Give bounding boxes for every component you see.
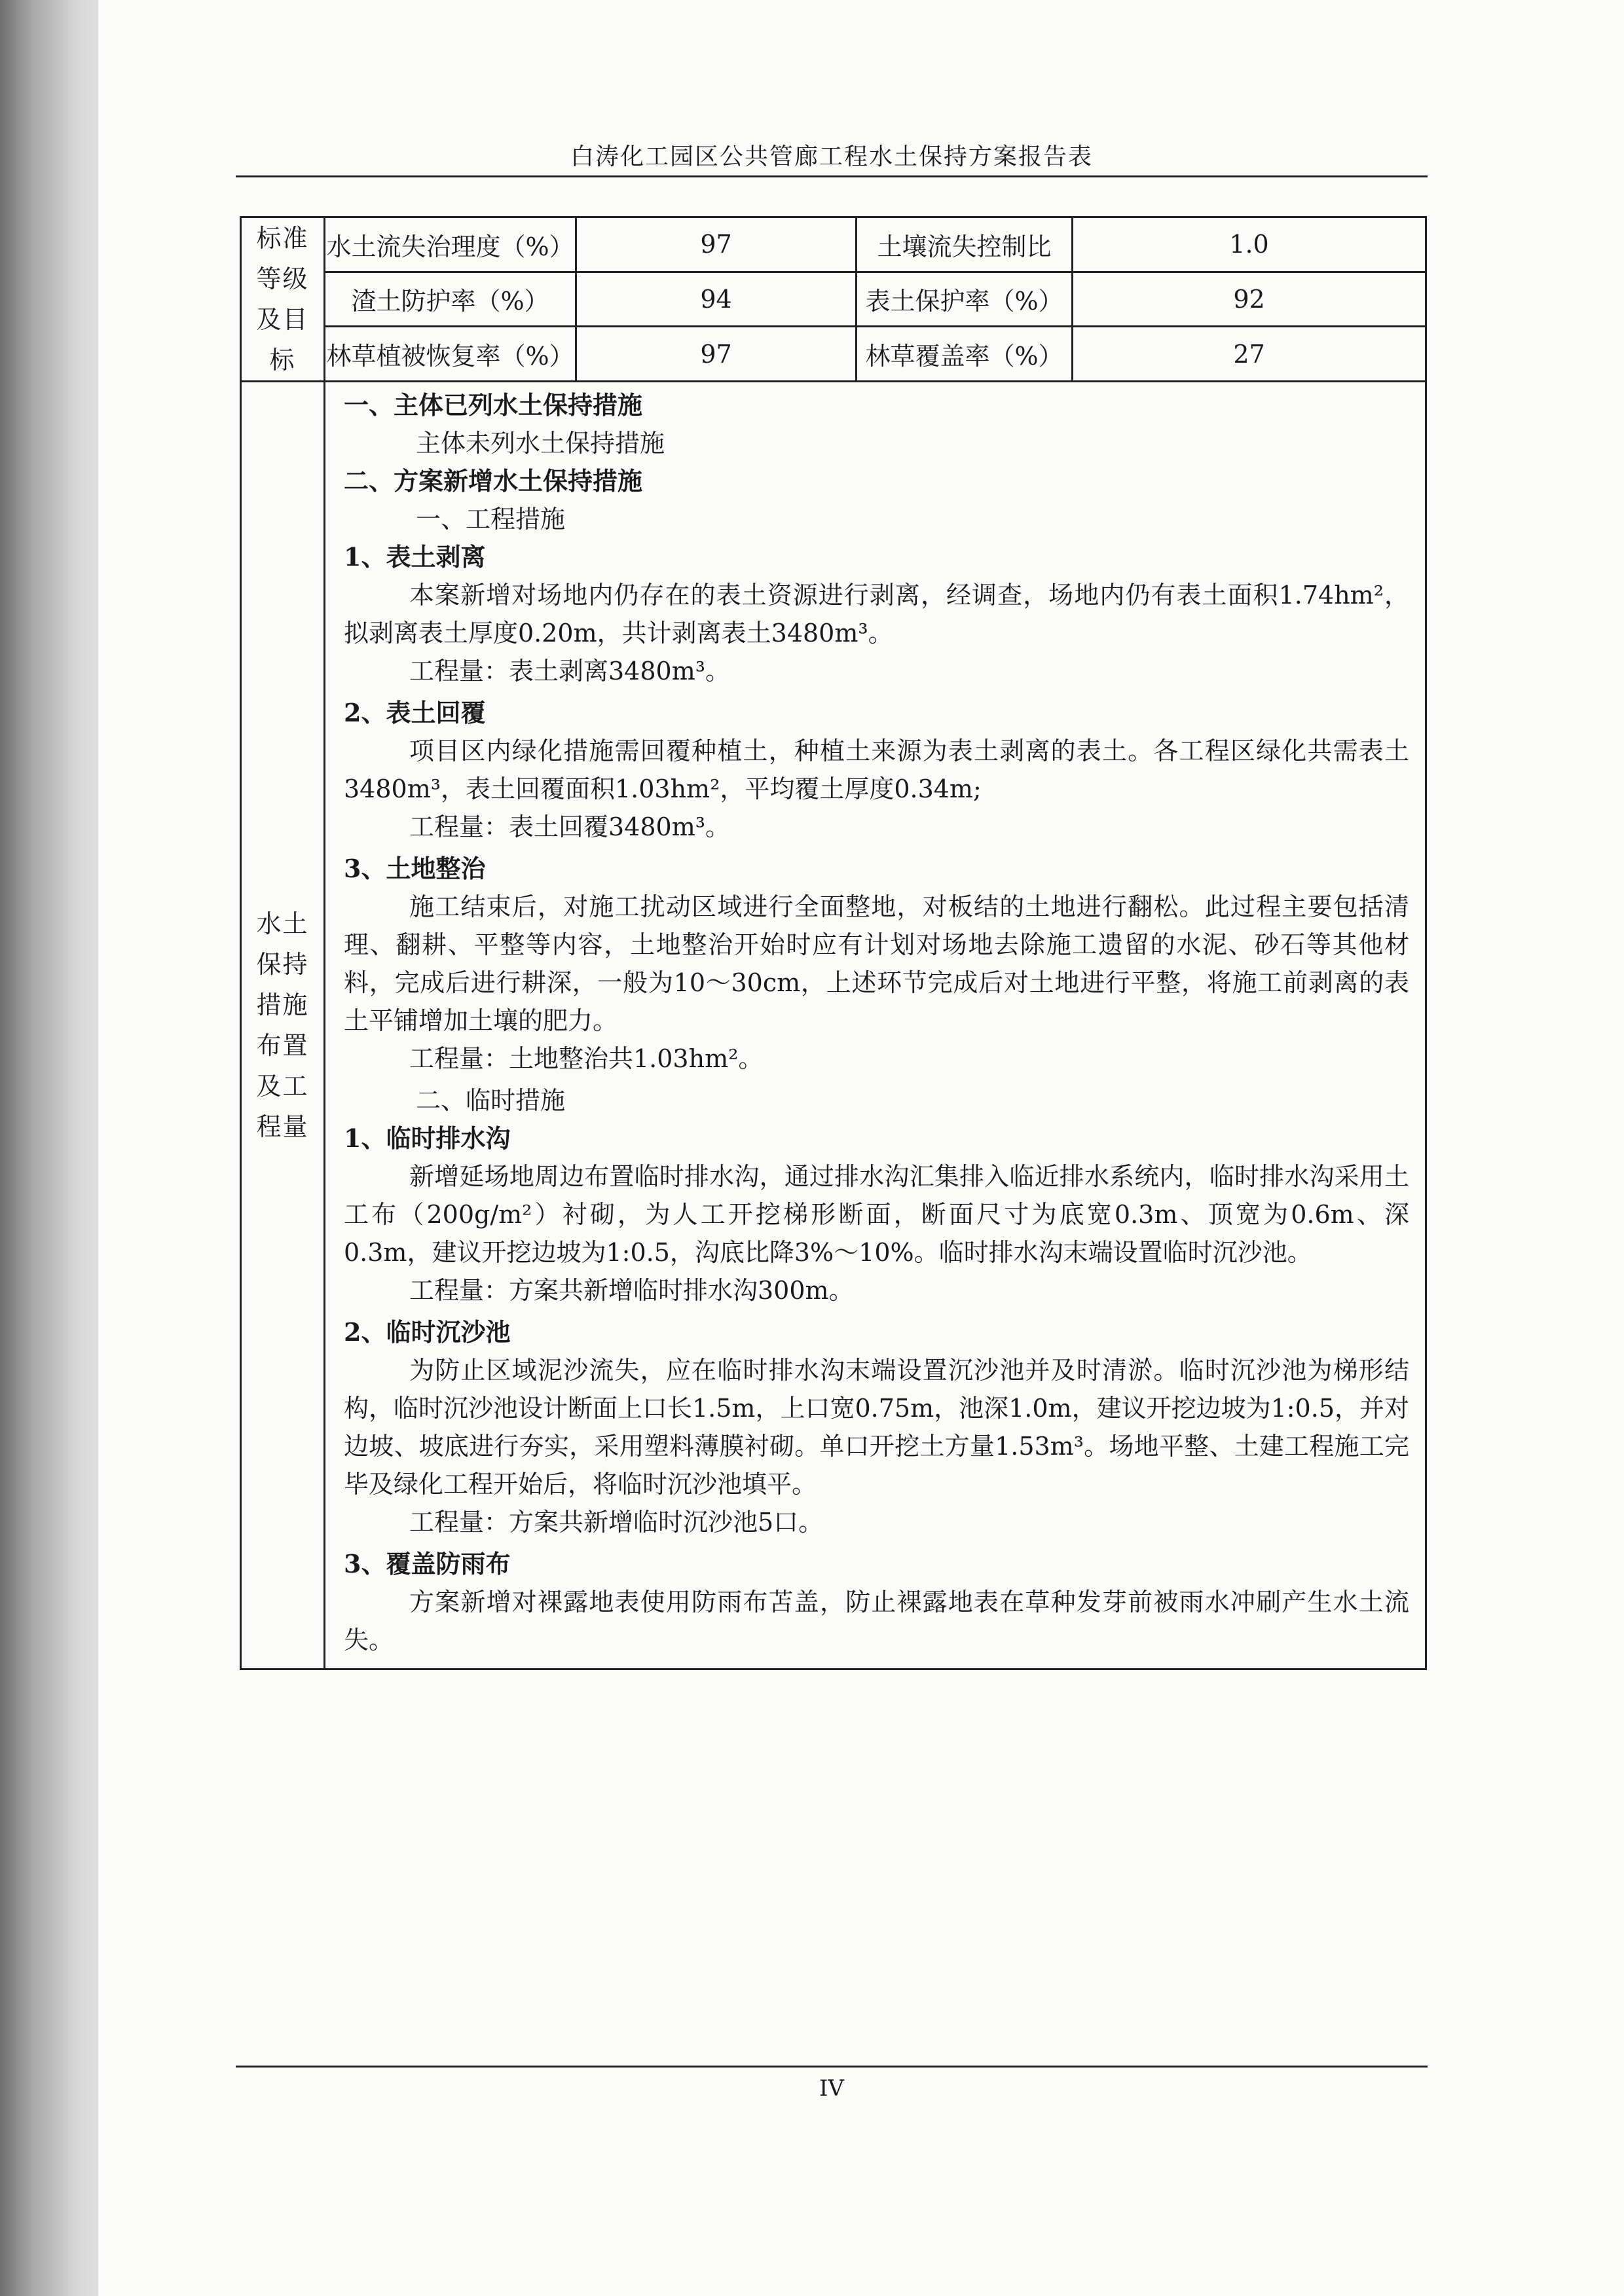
item-quantity: 工程量：表土剥离3480m³。 (409, 657, 730, 685)
indicator-value: 97 (576, 217, 857, 272)
indicator-label: 水土流失治理度（%） (325, 217, 576, 272)
indicator-value: 94 (576, 272, 857, 327)
item-quantity: 工程量：土地整治共1.03hm²。 (409, 1044, 764, 1073)
indicator-label: 土壤流失控制比 (857, 217, 1073, 272)
item-text: 新增延场地周边布置临时排水沟，通过排水沟汇集排入临近排水系统内，临时排水沟采用土工布（200g/m²）衬砌，为人工开挖梯形断面，断面尺寸为底宽0.3m、顶宽为0.6m、深0.3m，建议开挖边坡为1:0.5，沟底比降3%～10%。临时排水沟末端设置临时沉沙池。 (344, 1162, 1409, 1267)
header-rule (236, 175, 1428, 177)
item-text: 项目区内绿化措施需回覆种植土，种植土来源为表土剥离的表土。各工程区绿化共需表土3480m³，表土回覆面积1.03hm²，平均覆土厚度0.34m; (344, 737, 1409, 803)
item-quantity: 工程量：表土回覆3480m³。 (409, 812, 730, 841)
item-text: 施工结束后，对施工扰动区域进行全面整地，对板结的土地进行翻松。此过程主要包括清理、翻耕、平整等内容，土地整治开始时应有计划对场地去除施工遗留的水泥、砂石等其他材料，完成后进行耕深，一般为10～30cm，上述环节完成后对土地进行平整，将施工前剥离的表土平铺增加土壤的肥力。 (344, 892, 1409, 1035)
indicator-value: 27 (1073, 327, 1426, 382)
standards-row (241, 272, 1426, 327)
page-number: IV (819, 2075, 844, 2102)
subsection-heading: 一、工程措施 (416, 505, 566, 534)
page-header: 白涛化工园区公共管廊工程水土保持方案报告表 (570, 143, 1093, 170)
indicator-label: 表土保护率（%） (857, 272, 1073, 327)
item-text: 方案新增对裸露地表使用防雨布苫盖，防止裸露地表在草种发芽前被雨水冲刷产生水土流失。 (344, 1588, 1409, 1654)
standards-row (241, 217, 1426, 272)
indicator-label: 林草植被恢复率（%） (325, 327, 576, 382)
item-quantity: 工程量：方案共新增临时沉沙池5口。 (409, 1508, 824, 1537)
measures-label: 水土 保持 措施 布置 及工 程量 (241, 382, 325, 1669)
indicator-value: 92 (1073, 272, 1426, 327)
indicator-value: 1.0 (1073, 217, 1426, 272)
indicator-label: 渣土防护率（%） (325, 272, 576, 327)
item-quantity: 工程量：方案共新增临时排水沟300m。 (409, 1276, 854, 1305)
item-text: 本案新增对场地内仍存在的表土资源进行剥离，经调查，场地内仍有表土面积1.74hm²，拟剥离表土厚度0.20m，共计剥离表土3480m³。 (344, 581, 1409, 647)
footer-rule (236, 2066, 1428, 2068)
standards-label: 标准 等级 及目 标 (241, 217, 325, 382)
item-heading: 3、土地整治 (344, 854, 486, 883)
measures-row (241, 382, 1426, 1669)
item-heading: 1、临时排水沟 (344, 1123, 511, 1153)
item-heading: 1、表土剥离 (344, 542, 486, 572)
report-table (240, 216, 1427, 1670)
item-heading: 3、覆盖防雨布 (344, 1549, 511, 1578)
item-heading: 2、临时沉沙池 (344, 1317, 511, 1347)
item-text: 为防止区域泥沙流失，应在临时排水沟末端设置沉沙池并及时清淤。临时沉沙池为梯形结构，临时沉沙池设计断面上口长1.5m，上口宽0.75m，池深1.0m，建议开挖边坡为1:0.5，并对边坡、坡底进行夯实，采用塑料薄膜衬砌。单口开挖土方量1.53m³。场地平整、土建工程施工完毕及绿化工程开始后，将临时沉沙池填平。 (344, 1356, 1409, 1499)
standards-row (241, 327, 1426, 382)
subsection-heading: 二、临时措施 (416, 1086, 566, 1115)
section-text: 主体未列水土保持措施 (416, 429, 665, 458)
indicator-label: 林草覆盖率（%） (857, 327, 1073, 382)
indicator-value: 97 (576, 327, 857, 382)
item-heading: 2、表土回覆 (344, 698, 486, 727)
measures-content (325, 382, 1426, 1669)
section-heading: 一、主体已列水土保持措施 (344, 390, 643, 420)
section-heading: 二、方案新增水土保持措施 (344, 466, 643, 496)
